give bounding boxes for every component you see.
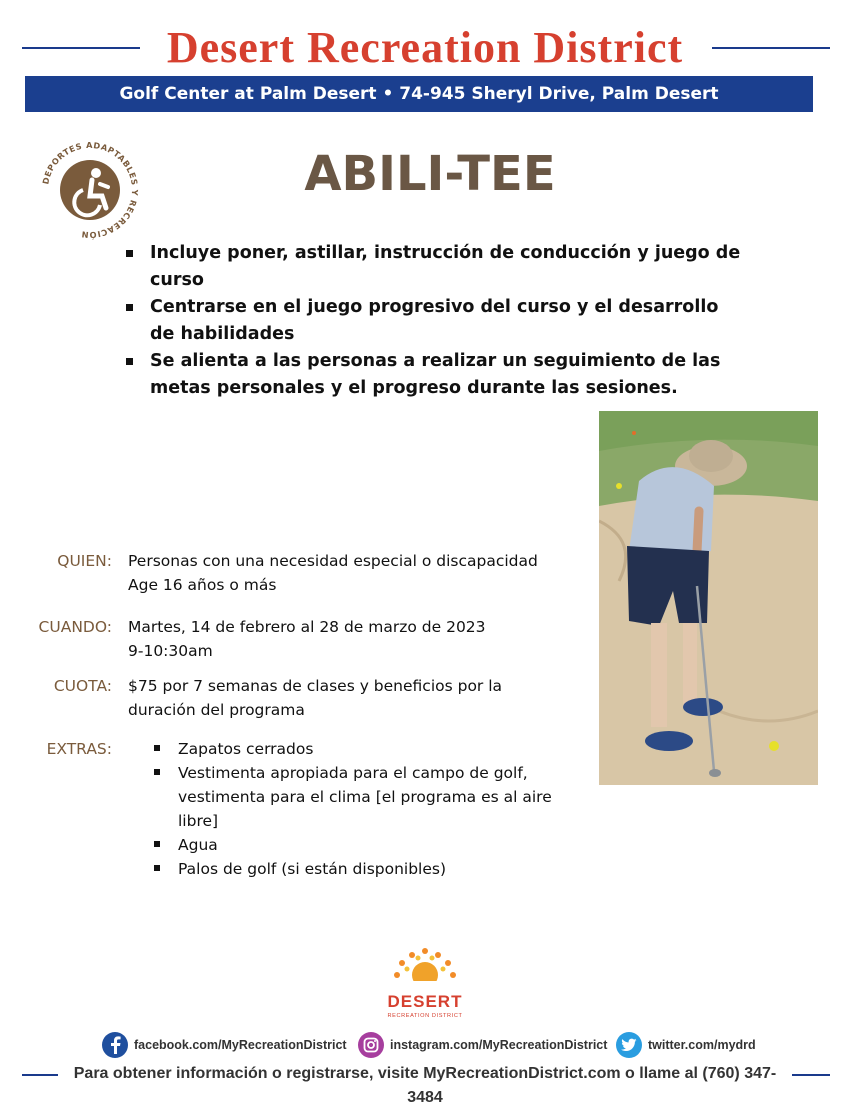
- extras-item: Agua: [152, 833, 572, 857]
- footer-rule-right: [792, 1074, 830, 1076]
- extras-item: Palos de golf (si están disponibles): [152, 857, 572, 881]
- facebook-icon: [102, 1032, 128, 1058]
- when-line-2: 9-10:30am: [128, 642, 213, 660]
- twitter-icon: [616, 1032, 642, 1058]
- location-band: Golf Center at Palm Desert • 74-945 Sheryl Drive, Palm Desert: [25, 76, 813, 112]
- fee-label: CUOTA:: [53, 677, 112, 695]
- who-line-1: Personas con una necesidad especial o discapacidad: [128, 552, 538, 570]
- golfer-photo: [599, 411, 818, 785]
- header-rule-right: [712, 47, 830, 49]
- instagram-url: instagram.com/MyRecreationDistrict: [390, 1038, 608, 1052]
- contact-info: Para obtener información o registrarse, visite MyRecreationDistrict.com o llame al (760) 347-3484: [73, 1065, 777, 1106]
- desert-logo: [372, 945, 478, 1025]
- org-title: Desert Recreation District: [166, 23, 684, 72]
- highlight-item: Se alienta a las personas a realizar un seguimiento de las metas personales y el progreso durante las sesiones.: [124, 348, 744, 402]
- adaptive-sports-logo: [40, 140, 140, 240]
- logo-ring-text: DEPORTES ADAPTABLES Y RECREACIÓN: [40, 140, 140, 240]
- footer-rule-left: [22, 1074, 58, 1076]
- twitter-link[interactable]: [616, 1031, 756, 1059]
- extras-label: EXTRAS:: [46, 740, 112, 758]
- header-rule-left: [22, 47, 140, 49]
- extras-item: Zapatos cerrados: [152, 737, 572, 761]
- program-title: ABILI-TEE: [304, 146, 556, 202]
- extras-item: Vestimenta apropiada para el campo de golf, vestimenta para el clima [el programa es al aire libre]: [152, 761, 572, 833]
- twitter-url: twitter.com/mydrd: [648, 1038, 756, 1052]
- when-line-1: Martes, 14 de febrero al 28 de marzo de 2023: [128, 618, 486, 636]
- fee-line-2: duración del programa: [128, 701, 305, 719]
- instagram-icon: [358, 1032, 384, 1058]
- sun-icon: [392, 948, 458, 989]
- logo-word: DESERT: [387, 992, 463, 1011]
- who-line-2: Age 16 años o más: [128, 576, 277, 594]
- who-label: QUIEN:: [57, 552, 112, 570]
- extras-list: [152, 737, 572, 881]
- highlight-item: Incluye poner, astillar, instrucción de conducción y juego de curso: [124, 240, 744, 294]
- fee-line-1: $75 por 7 semanas de clases y beneficios por la: [128, 677, 503, 695]
- logo-sub: RECREATION DISTRICT: [387, 1013, 463, 1019]
- program-highlights: [124, 240, 744, 402]
- when-label: CUANDO:: [38, 618, 112, 636]
- instagram-link[interactable]: [358, 1031, 607, 1059]
- highlight-item: Centrarse en el juego progresivo del curso y el desarrollo de habilidades: [124, 294, 744, 348]
- facebook-url: facebook.com/MyRecreationDistrict: [134, 1038, 347, 1052]
- facebook-link[interactable]: [102, 1031, 347, 1059]
